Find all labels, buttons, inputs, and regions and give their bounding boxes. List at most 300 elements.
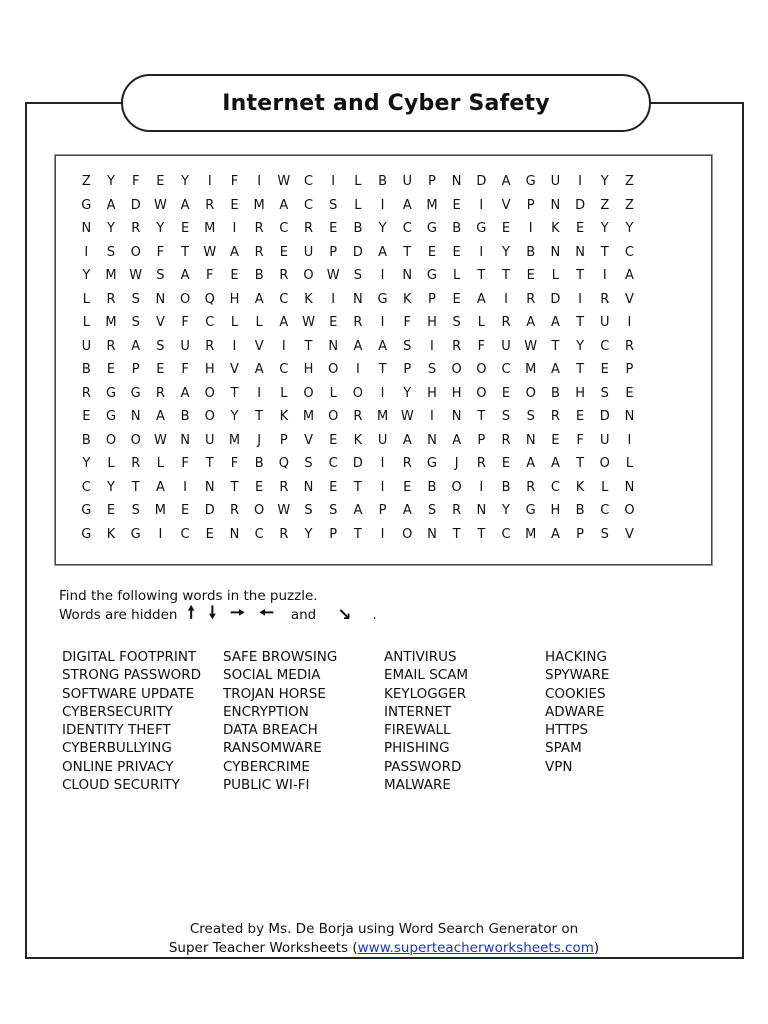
grid-letter[interactable]: L [255, 315, 263, 331]
grid-letter[interactable]: T [181, 244, 190, 260]
grid-letter[interactable]: S [131, 291, 140, 307]
grid-letter[interactable]: O [402, 526, 413, 542]
grid-letter[interactable]: I [479, 244, 484, 260]
grid-letter[interactable]: E [329, 315, 338, 331]
grid-letter[interactable]: Z [600, 197, 610, 213]
grid-letter[interactable]: R [526, 291, 536, 307]
grid-letter[interactable]: C [279, 291, 289, 307]
grid-letter[interactable]: Y [304, 526, 313, 542]
grid-letter[interactable]: L [354, 197, 362, 213]
grid-letter[interactable]: W [277, 503, 291, 519]
grid-letter[interactable]: G [105, 409, 117, 425]
grid-letter[interactable]: P [428, 291, 436, 307]
grid-letter[interactable]: S [329, 503, 338, 519]
grid-letter[interactable]: Y [82, 456, 91, 472]
grid-letter[interactable]: F [576, 432, 584, 448]
grid-letter[interactable]: Y [502, 503, 510, 519]
grid-letter[interactable]: L [329, 385, 337, 401]
grid-letter[interactable]: M [228, 432, 241, 448]
grid-letter[interactable]: H [550, 503, 561, 519]
grid-letter[interactable]: O [328, 409, 339, 425]
grid-letter[interactable]: E [575, 409, 585, 425]
grid-letter[interactable]: P [378, 503, 387, 519]
grid-letter[interactable]: G [525, 174, 536, 190]
grid-letter[interactable]: I [380, 315, 385, 331]
grid-letter[interactable]: E [180, 503, 190, 519]
grid-letter[interactable]: A [378, 244, 388, 260]
grid-letter[interactable]: G [426, 268, 437, 284]
grid-letter[interactable]: I [232, 338, 237, 354]
grid-letter[interactable]: F [131, 174, 140, 190]
grid-letter[interactable]: A [550, 526, 560, 542]
grid-letter[interactable]: A [476, 291, 486, 307]
grid-letter[interactable]: E [106, 503, 116, 519]
grid-letter[interactable]: A [501, 174, 511, 190]
grid-letter[interactable]: A [378, 338, 388, 354]
grid-letter[interactable]: F [181, 315, 189, 331]
grid-letter[interactable]: C [328, 456, 338, 472]
grid-letter[interactable]: I [479, 197, 484, 213]
grid-letter[interactable]: H [303, 362, 314, 378]
grid-letter[interactable]: U [205, 432, 215, 448]
grid-letter[interactable]: B [575, 503, 585, 519]
grid-letter[interactable]: C [550, 479, 560, 495]
grid-letter[interactable]: E [403, 479, 412, 495]
grid-letter[interactable]: O [130, 432, 141, 448]
grid-letter[interactable]: R [155, 385, 165, 401]
grid-letter[interactable]: E [427, 244, 437, 260]
grid-letter[interactable]: E [329, 432, 338, 448]
grid-letter[interactable]: P [131, 362, 140, 378]
grid-letter[interactable]: Y [230, 409, 239, 425]
grid-letter[interactable]: O [328, 362, 339, 378]
grid-letter[interactable]: P [477, 432, 486, 448]
grid-letter[interactable]: S [106, 244, 116, 260]
grid-letter[interactable]: T [403, 244, 412, 260]
grid-letter[interactable]: T [600, 244, 609, 260]
grid-letter[interactable]: K [106, 526, 116, 542]
grid-letter[interactable]: I [158, 526, 163, 542]
grid-letter[interactable]: A [254, 362, 264, 378]
grid-letter[interactable]: R [501, 432, 511, 448]
grid-letter[interactable]: G [377, 291, 388, 307]
grid-letter[interactable]: A [254, 291, 264, 307]
grid-letter[interactable]: E [526, 268, 535, 284]
grid-letter[interactable]: L [82, 291, 90, 307]
grid-letter[interactable]: B [526, 244, 536, 260]
grid-letter[interactable]: S [427, 362, 437, 378]
grid-letter[interactable]: B [81, 432, 91, 448]
grid-letter[interactable]: G [105, 385, 117, 401]
grid-letter[interactable]: P [428, 174, 436, 190]
grid-letter[interactable]: Z [625, 174, 634, 190]
grid-letter[interactable]: R [279, 526, 289, 542]
grid-letter[interactable]: B [254, 268, 264, 284]
grid-letter[interactable]: R [476, 456, 486, 472]
grid-letter[interactable]: O [130, 244, 141, 260]
grid-letter[interactable]: V [625, 526, 634, 542]
grid-letter[interactable]: I [602, 268, 607, 284]
grid-letter[interactable]: B [378, 174, 388, 190]
grid-letter[interactable]: Q [204, 291, 215, 307]
grid-letter[interactable]: E [180, 221, 190, 237]
grid-letter[interactable]: M [525, 526, 537, 542]
grid-letter[interactable]: F [156, 244, 165, 260]
grid-letter[interactable]: L [453, 268, 461, 284]
grid-letter[interactable]: U [600, 432, 610, 448]
grid-letter[interactable]: N [624, 409, 635, 425]
grid-letter[interactable]: O [599, 456, 610, 472]
grid-letter[interactable]: J [454, 456, 459, 472]
grid-letter[interactable]: A [625, 268, 634, 284]
grid-letter[interactable]: I [232, 221, 237, 237]
grid-letter[interactable]: S [600, 526, 609, 542]
grid-letter[interactable]: O [204, 409, 215, 425]
grid-letter[interactable]: H [575, 385, 585, 401]
grid-letter[interactable]: T [576, 268, 585, 284]
grid-letter[interactable]: Y [82, 268, 91, 284]
grid-letter[interactable]: P [625, 362, 634, 378]
grid-letter[interactable]: R [402, 456, 412, 472]
grid-letter[interactable]: B [254, 456, 264, 472]
grid-letter[interactable]: A [353, 338, 363, 354]
grid-letter[interactable]: S [600, 385, 609, 401]
grid-letter[interactable]: L [280, 385, 288, 401]
grid-letter[interactable]: S [501, 409, 511, 425]
grid-letter[interactable]: L [107, 456, 115, 472]
grid-letter[interactable]: P [329, 526, 338, 542]
grid-letter[interactable]: Y [502, 244, 510, 260]
grid-letter[interactable]: J [257, 432, 262, 448]
grid-letter[interactable]: E [501, 221, 511, 237]
grid-letter[interactable]: I [257, 385, 262, 401]
grid-letter[interactable]: L [82, 315, 90, 331]
grid-letter[interactable]: R [452, 503, 462, 519]
grid-letter[interactable]: T [255, 409, 264, 425]
grid-letter[interactable]: I [380, 526, 385, 542]
grid-letter[interactable]: W [326, 268, 340, 284]
grid-letter[interactable]: K [403, 291, 412, 307]
grid-letter[interactable]: O [204, 385, 215, 401]
grid-letter[interactable]: S [131, 503, 140, 519]
grid-letter[interactable]: O [179, 291, 191, 307]
grid-letter[interactable]: G [525, 503, 536, 519]
grid-letter[interactable]: I [479, 479, 484, 495]
grid-letter[interactable]: I [380, 385, 385, 401]
grid-letter[interactable]: T [477, 268, 486, 284]
grid-letter[interactable]: Z [625, 197, 634, 213]
grid-letter[interactable]: I [331, 174, 336, 190]
grid-letter[interactable]: D [575, 197, 586, 213]
grid-letter[interactable]: I [430, 338, 434, 354]
grid-letter[interactable]: L [354, 174, 362, 190]
grid-letter[interactable]: M [154, 503, 167, 519]
grid-letter[interactable]: N [130, 409, 141, 425]
grid-letter[interactable]: A [131, 338, 141, 354]
grid-letter[interactable]: A [230, 244, 239, 260]
grid-letter[interactable]: O [254, 503, 265, 519]
grid-letter[interactable]: R [452, 338, 462, 354]
grid-letter[interactable]: A [106, 197, 116, 213]
grid-letter[interactable]: V [155, 315, 165, 331]
grid-letter[interactable]: N [180, 432, 190, 448]
grid-letter[interactable]: D [352, 456, 363, 472]
grid-letter[interactable]: R [304, 221, 314, 237]
grid-letter[interactable]: G [130, 526, 141, 542]
grid-letter[interactable]: G [81, 197, 92, 213]
grid-letter[interactable]: P [576, 526, 585, 542]
grid-letter[interactable]: E [156, 362, 165, 378]
grid-letter[interactable]: N [155, 291, 166, 307]
grid-letter[interactable]: W [129, 268, 143, 284]
grid-letter[interactable]: N [550, 197, 561, 213]
grid-letter[interactable]: H [204, 362, 215, 378]
grid-letter[interactable]: R [131, 221, 141, 237]
grid-letter[interactable]: M [525, 362, 537, 378]
grid-letter[interactable]: C [303, 197, 314, 213]
grid-letter[interactable]: E [329, 479, 338, 495]
grid-letter[interactable]: L [230, 315, 239, 331]
grid-letter[interactable]: T [378, 362, 387, 378]
grid-letter[interactable]: O [451, 479, 462, 495]
grid-letter[interactable]: L [551, 268, 560, 284]
grid-letter[interactable]: Y [181, 174, 190, 190]
grid-letter[interactable]: C [600, 338, 610, 354]
grid-letter[interactable]: H [229, 291, 240, 307]
grid-letter[interactable]: O [352, 385, 364, 401]
grid-letter[interactable]: E [82, 409, 91, 425]
grid-letter[interactable]: R [254, 244, 264, 260]
grid-letter[interactable]: N [204, 479, 215, 495]
grid-letter[interactable]: N [575, 244, 585, 260]
grid-letter[interactable]: Y [403, 385, 412, 401]
grid-letter[interactable]: C [600, 503, 610, 519]
grid-letter[interactable]: R [353, 315, 363, 331]
grid-letter[interactable]: E [600, 362, 609, 378]
grid-letter[interactable]: N [624, 479, 635, 495]
grid-letter[interactable]: S [403, 338, 412, 354]
grid-letter[interactable]: Y [600, 221, 609, 237]
grid-letter[interactable]: M [426, 197, 438, 213]
grid-letter[interactable]: C [180, 526, 190, 542]
grid-letter[interactable]: V [625, 291, 634, 307]
grid-letter[interactable]: L [156, 456, 165, 472]
grid-letter[interactable]: N [451, 174, 462, 190]
grid-letter[interactable]: R [205, 197, 215, 213]
grid-letter[interactable]: S [526, 409, 535, 425]
grid-letter[interactable]: T [230, 479, 239, 495]
grid-letter[interactable]: N [303, 479, 314, 495]
grid-letter[interactable]: B [81, 362, 91, 378]
grid-letter[interactable]: S [131, 315, 140, 331]
grid-letter[interactable]: N [427, 432, 437, 448]
grid-letter[interactable]: R [229, 503, 239, 519]
grid-letter[interactable]: W [277, 174, 291, 190]
grid-letter[interactable]: I [355, 362, 360, 378]
grid-letter[interactable]: T [205, 456, 214, 472]
grid-letter[interactable]: M [376, 409, 389, 425]
grid-letter[interactable]: M [302, 409, 315, 425]
grid-letter[interactable]: K [551, 221, 560, 237]
grid-letter[interactable]: A [452, 432, 462, 448]
grid-letter[interactable]: E [575, 221, 585, 237]
grid-letter[interactable]: O [476, 362, 487, 378]
grid-letter[interactable]: S [304, 503, 313, 519]
grid-letter[interactable]: U [377, 432, 388, 448]
grid-letter[interactable]: H [427, 315, 437, 331]
grid-letter[interactable]: R [600, 291, 610, 307]
grid-letter[interactable]: R [106, 291, 116, 307]
grid-letter[interactable]: R [501, 315, 511, 331]
grid-letter[interactable]: E [106, 362, 116, 378]
grid-letter[interactable]: V [501, 197, 511, 213]
grid-letter[interactable]: G [426, 221, 437, 237]
grid-letter[interactable]: D [130, 197, 141, 213]
grid-letter[interactable]: Y [378, 221, 387, 237]
grid-letter[interactable]: T [551, 338, 560, 354]
grid-letter[interactable]: S [156, 268, 165, 284]
grid-letter[interactable]: N [229, 526, 240, 542]
grid-letter[interactable]: R [279, 479, 289, 495]
grid-letter[interactable]: N [427, 526, 437, 542]
grid-letter[interactable]: L [477, 315, 485, 331]
grid-letter[interactable]: B [427, 479, 437, 495]
grid-letter[interactable]: E [551, 432, 560, 448]
grid-letter[interactable]: E [279, 244, 288, 260]
grid-letter[interactable]: R [131, 456, 141, 472]
grid-letter[interactable]: E [452, 197, 461, 213]
grid-letter[interactable]: N [328, 338, 339, 354]
grid-letter[interactable]: G [130, 385, 141, 401]
grid-letter[interactable]: U [402, 174, 413, 190]
grid-letter[interactable]: R [550, 409, 560, 425]
grid-letter[interactable]: D [550, 291, 561, 307]
grid-letter[interactable]: I [528, 221, 533, 237]
grid-letter[interactable]: R [106, 338, 116, 354]
grid-letter[interactable]: C [501, 526, 511, 542]
grid-letter[interactable]: Y [107, 174, 115, 190]
grid-letter[interactable]: F [181, 362, 189, 378]
grid-letter[interactable]: C [205, 315, 215, 331]
grid-letter[interactable]: W [302, 315, 315, 331]
grid-letter[interactable]: V [254, 338, 264, 354]
grid-letter[interactable]: W [203, 244, 217, 260]
grid-letter[interactable]: A [180, 268, 190, 284]
grid-letter[interactable]: T [452, 526, 461, 542]
grid-letter[interactable]: A [279, 197, 289, 213]
grid-letter[interactable]: A [402, 432, 412, 448]
grid-letter[interactable]: I [331, 291, 336, 307]
grid-letter[interactable]: A [279, 315, 289, 331]
grid-letter[interactable]: P [279, 432, 288, 448]
grid-letter[interactable]: A [180, 385, 190, 401]
grid-letter[interactable]: F [206, 268, 214, 284]
grid-letter[interactable]: N [402, 268, 413, 284]
grid-letter[interactable]: C [279, 362, 289, 378]
grid-letter[interactable]: I [380, 197, 385, 213]
grid-letter[interactable]: N [451, 409, 462, 425]
grid-letter[interactable]: M [204, 221, 216, 237]
grid-letter[interactable]: T [353, 526, 362, 542]
grid-letter[interactable]: I [578, 291, 583, 307]
grid-letter[interactable]: S [427, 503, 437, 519]
grid-letter[interactable]: Y [107, 479, 115, 495]
grid-letter[interactable]: I [504, 291, 508, 307]
grid-letter[interactable]: F [230, 456, 239, 472]
grid-letter[interactable]: B [353, 221, 363, 237]
grid-letter[interactable]: M [105, 268, 117, 284]
grid-letter[interactable]: O [303, 385, 314, 401]
grid-letter[interactable]: I [627, 315, 632, 331]
grid-letter[interactable]: B [550, 385, 560, 401]
grid-letter[interactable]: W [524, 338, 538, 354]
grid-letter[interactable]: E [255, 479, 264, 495]
grid-letter[interactable]: V [304, 432, 313, 448]
grid-letter[interactable]: B [452, 221, 462, 237]
grid-letter[interactable]: E [230, 197, 239, 213]
grid-letter[interactable]: E [230, 268, 239, 284]
grid-letter[interactable]: E [501, 456, 511, 472]
grid-letter[interactable]: I [578, 174, 583, 190]
grid-letter[interactable]: C [81, 479, 91, 495]
grid-letter[interactable]: R [624, 338, 634, 354]
grid-letter[interactable]: Y [625, 221, 634, 237]
grid-letter[interactable]: H [451, 385, 462, 401]
grid-letter[interactable]: A [402, 503, 412, 519]
grid-letter[interactable]: U [180, 338, 190, 354]
grid-letter[interactable]: Y [156, 221, 165, 237]
grid-letter[interactable]: R [279, 268, 289, 284]
grid-letter[interactable]: A [550, 315, 560, 331]
grid-letter[interactable]: L [601, 479, 609, 495]
grid-letter[interactable]: I [380, 479, 385, 495]
grid-letter[interactable]: E [329, 221, 338, 237]
grid-letter[interactable]: Z [81, 174, 91, 190]
grid-letter[interactable]: Y [600, 174, 609, 190]
grid-letter[interactable]: A [353, 503, 363, 519]
grid-letter[interactable]: A [155, 479, 165, 495]
grid-letter[interactable]: H [427, 385, 437, 401]
grid-letter[interactable]: G [81, 503, 92, 519]
grid-letter[interactable]: U [303, 244, 314, 260]
grid-letter[interactable]: N [353, 291, 363, 307]
grid-letter[interactable]: C [501, 362, 511, 378]
grid-letter[interactable]: A [526, 315, 536, 331]
grid-letter[interactable]: F [230, 174, 239, 190]
grid-letter[interactable]: D [352, 244, 363, 260]
grid-letter[interactable]: G [476, 221, 487, 237]
grid-letter[interactable]: R [353, 409, 363, 425]
grid-letter[interactable]: R [81, 385, 91, 401]
grid-letter[interactable]: N [476, 503, 487, 519]
grid-letter[interactable]: Y [107, 221, 115, 237]
grid-letter[interactable]: S [452, 315, 461, 331]
grid-letter[interactable]: I [380, 268, 385, 284]
grid-letter[interactable]: K [304, 291, 313, 307]
grid-letter[interactable]: G [81, 526, 92, 542]
grid-letter[interactable]: R [205, 338, 215, 354]
grid-letter[interactable]: N [81, 221, 92, 237]
grid-letter[interactable]: O [624, 503, 635, 519]
grid-letter[interactable]: U [81, 338, 92, 354]
grid-letter[interactable]: T [353, 479, 362, 495]
grid-letter[interactable]: G [426, 456, 437, 472]
grid-letter[interactable]: S [329, 197, 338, 213]
grid-letter[interactable]: O [525, 385, 536, 401]
grid-letter[interactable]: F [181, 456, 189, 472]
grid-letter[interactable]: V [230, 362, 239, 378]
grid-letter[interactable]: U [550, 174, 561, 190]
